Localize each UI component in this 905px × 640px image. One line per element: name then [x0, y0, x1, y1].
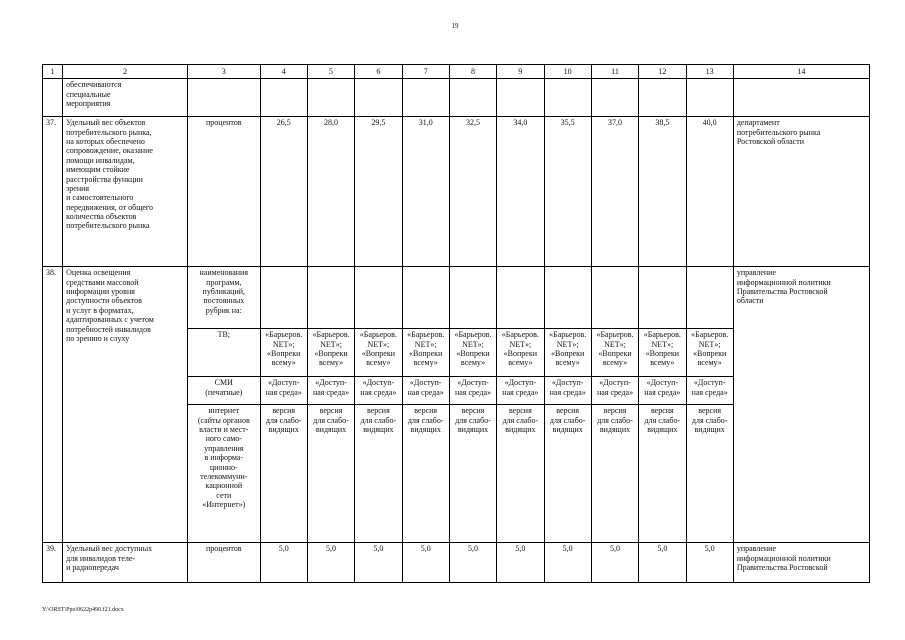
header-cell: 1 — [43, 65, 63, 79]
value-cell: 5,0 — [449, 543, 496, 583]
file-path-footer: Y:\ORST\Ppo\0622p490.f21.docx — [42, 607, 124, 613]
website-version-cell: версия для слабо- видящих — [686, 405, 733, 543]
header-cell: 7 — [402, 65, 449, 79]
value-cell: 5,0 — [686, 543, 733, 583]
website-version-cell: версия для слабо- видящих — [307, 405, 354, 543]
unit-cell: процентов — [188, 117, 261, 267]
value-cell: 40,0 — [686, 117, 733, 267]
responsible-cell: управление информационной политики Правительства Ростовской области — [733, 267, 869, 543]
responsible-cell: департамент потребительского рынка Ростовской области — [733, 117, 869, 267]
value-cell: 37,0 — [591, 117, 638, 267]
header-cell: 8 — [449, 65, 496, 79]
program-cell: «Барьеров. NET»; «Вопреки всему» — [402, 329, 449, 377]
value-cell: 5,0 — [639, 543, 686, 583]
header-cell: 3 — [188, 65, 261, 79]
value-cell: 28,0 — [307, 117, 354, 267]
header-cell: 2 — [63, 65, 188, 79]
website-version-cell: версия для слабо- видящих — [591, 405, 638, 543]
program-cell: «Барьеров. NET»; «Вопреки всему» — [449, 329, 496, 377]
indicator-description: обеспечиваются специальные мероприятия — [63, 79, 188, 117]
header-cell: 11 — [591, 65, 638, 79]
value-cell: 5,0 — [355, 543, 402, 583]
media-label-smi: СМИ (печатные) — [188, 377, 261, 405]
program-cell: «Барьеров. NET»; «Вопреки всему» — [686, 329, 733, 377]
media-label-tv: ТВ; — [188, 329, 261, 377]
website-version-cell: версия для слабо- видящих — [355, 405, 402, 543]
media-label-internet: интернет (сайты органов власти и мест- ного само- управления в информа- ционно- телекоммуни- кационной сети «Интернет») — [188, 405, 261, 543]
header-cell: 6 — [355, 65, 402, 79]
publication-cell: «Доступ- ная среда» — [355, 377, 402, 405]
publication-cell: «Доступ- ная среда» — [544, 377, 591, 405]
indicator-description: Удельный вес доступных для инвалидов теле- и радиопередач — [63, 543, 188, 583]
publication-cell: «Доступ- ная среда» — [402, 377, 449, 405]
indicator-description: Оценка освещения средствами массовой информации уровня доступности объектов и услуг в форматах, адаптированных с учетом потребностей инвалидов по зрению и слуху — [63, 267, 188, 543]
header-cell: 4 — [260, 65, 307, 79]
publication-cell: «Доступ- ная среда» — [260, 377, 307, 405]
value-cell: 26,5 — [260, 117, 307, 267]
program-cell: «Барьеров. NET»; «Вопреки всему» — [639, 329, 686, 377]
program-cell: «Барьеров. NET»; «Вопреки всему» — [497, 329, 544, 377]
value-cell: 31,0 — [402, 117, 449, 267]
publication-cell: «Доступ- ная среда» — [686, 377, 733, 405]
publication-cell: «Доступ- ная среда» — [307, 377, 354, 405]
table-row-38 — [43, 267, 870, 329]
header-row — [43, 65, 870, 79]
value-cell: 5,0 — [260, 543, 307, 583]
table-row-39 — [43, 543, 870, 583]
table-row-continuation — [43, 79, 870, 117]
header-cell: 13 — [686, 65, 733, 79]
value-cell: 34,0 — [497, 117, 544, 267]
publication-cell: «Доступ- ная среда» — [591, 377, 638, 405]
page-number: 19 — [451, 22, 459, 30]
publication-cell: «Доступ- ная среда» — [497, 377, 544, 405]
website-version-cell: версия для слабо- видящих — [402, 405, 449, 543]
row-number: 38. — [43, 267, 63, 543]
publication-cell: «Доступ- ная среда» — [449, 377, 496, 405]
header-cell: 12 — [639, 65, 686, 79]
row-number: 39. — [43, 543, 63, 583]
website-version-cell: версия для слабо- видящих — [639, 405, 686, 543]
value-cell: 5,0 — [402, 543, 449, 583]
value-cell: 5,0 — [544, 543, 591, 583]
program-cell: «Барьеров. NET»; «Вопреки всему» — [260, 329, 307, 377]
value-cell: 38,5 — [639, 117, 686, 267]
value-cell: 32,5 — [449, 117, 496, 267]
indicators-table — [42, 64, 870, 583]
header-cell: 5 — [307, 65, 354, 79]
table-row-37 — [43, 117, 870, 267]
header-cell: 9 — [497, 65, 544, 79]
row-number: 37. — [43, 117, 63, 267]
website-version-cell: версия для слабо- видящих — [497, 405, 544, 543]
unit-cell: наименования программ, публикаций, постоянных рубрик на: — [188, 267, 261, 329]
indicator-description: Удельный вес объектов потребительского рынка, на которых обеспечено сопровождение, оказание помощи инвалидам, имеющим стойкие расстройства функции зрения и самостоятельного передвижения, от общего количества объектов потребительского рынка — [63, 117, 188, 267]
value-cell: 35,5 — [544, 117, 591, 267]
value-cell: 5,0 — [497, 543, 544, 583]
responsible-cell: управление информационной политики Правительства Ростовской — [733, 543, 869, 583]
program-cell: «Барьеров. NET»; «Вопреки всему» — [591, 329, 638, 377]
header-cell: 14 — [733, 65, 869, 79]
program-cell: «Барьеров. NET»; «Вопреки всему» — [355, 329, 402, 377]
program-cell: «Барьеров. NET»; «Вопреки всему» — [544, 329, 591, 377]
website-version-cell: версия для слабо- видящих — [544, 405, 591, 543]
program-cell: «Барьеров. NET»; «Вопреки всему» — [307, 329, 354, 377]
website-version-cell: версия для слабо- видящих — [449, 405, 496, 543]
value-cell: 5,0 — [591, 543, 638, 583]
header-cell: 10 — [544, 65, 591, 79]
value-cell: 29,5 — [355, 117, 402, 267]
website-version-cell: версия для слабо- видящих — [260, 405, 307, 543]
unit-cell: процентов — [188, 543, 261, 583]
value-cell: 5,0 — [307, 543, 354, 583]
publication-cell: «Доступ- ная среда» — [639, 377, 686, 405]
